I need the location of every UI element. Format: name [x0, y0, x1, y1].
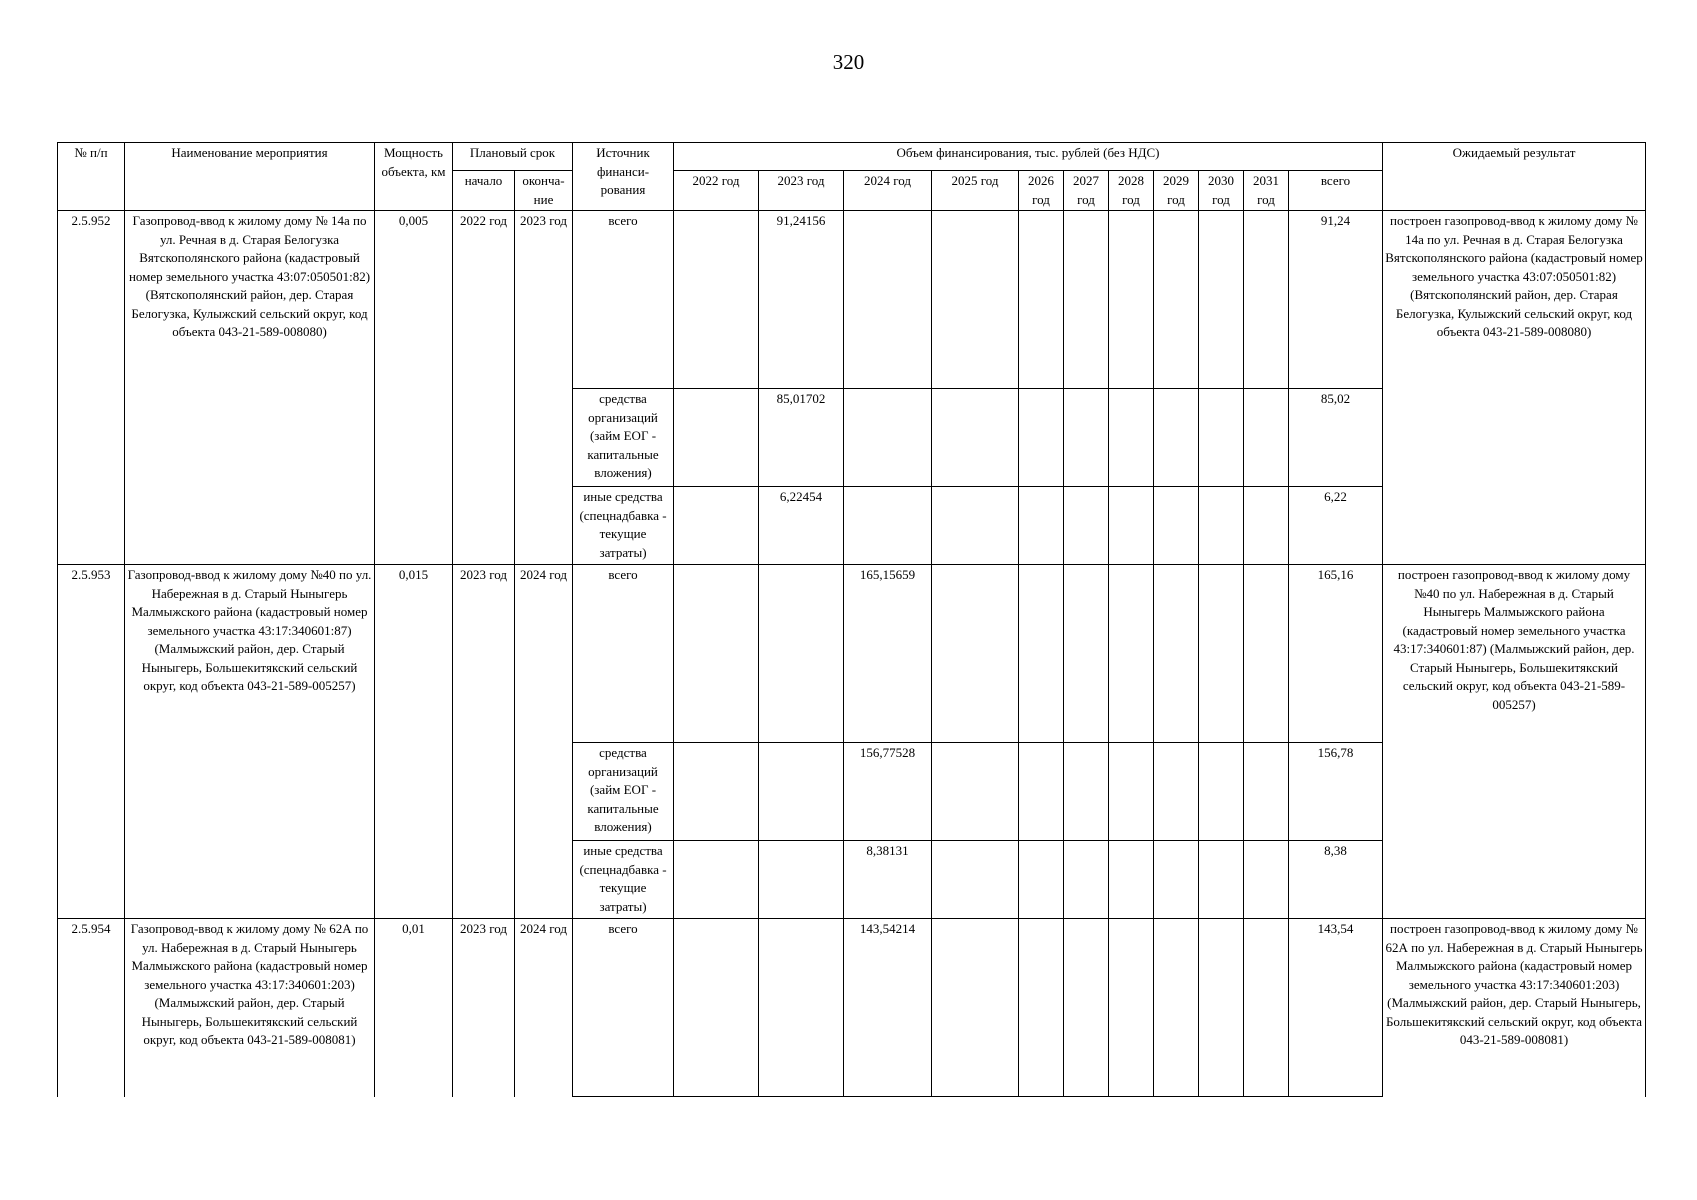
row-end: 2023 год — [515, 211, 573, 565]
value-cell — [1064, 565, 1109, 743]
header-start: начало — [453, 171, 515, 211]
total-cell: 165,16 — [1289, 565, 1383, 743]
table-row — [58, 211, 1646, 389]
value-cell — [1109, 919, 1154, 1097]
value-cell — [932, 487, 1019, 565]
row-end: 2024 год — [515, 565, 573, 919]
value-cell — [1064, 919, 1109, 1097]
table-row — [58, 919, 1646, 1097]
row-name: Газопровод-ввод к жилому дому №40 по ул. Набережная в д. Старый Ныныгерь Малмыжского района (кадастровый номер земельного участка 43:17:340601:87) (Малмыжский район, дер. Старый Ныныгерь, Большекитякский сельский округ, код объекта 043-21-589-005257) — [125, 565, 375, 919]
value-cell: 165,15659 — [844, 565, 932, 743]
value-cell — [932, 211, 1019, 389]
row-capacity: 0,015 — [375, 565, 453, 919]
total-cell: 156,78 — [1289, 743, 1383, 841]
header-year: 2027 год — [1064, 171, 1109, 211]
value-cell — [1154, 743, 1199, 841]
value-cell — [1244, 565, 1289, 743]
value-cell — [759, 743, 844, 841]
value-cell — [932, 565, 1019, 743]
value-cell — [932, 389, 1019, 487]
value-cell — [674, 743, 759, 841]
value-cell — [674, 841, 759, 919]
source-label: иные средства (спецнадбавка - текущие затраты) — [573, 487, 674, 565]
value-cell — [1109, 487, 1154, 565]
value-cell — [1244, 211, 1289, 389]
value-cell — [1244, 389, 1289, 487]
value-cell — [1109, 743, 1154, 841]
row-num: 2.5.953 — [58, 565, 125, 919]
value-cell — [759, 565, 844, 743]
value-cell — [1244, 841, 1289, 919]
header-num: № п/п — [58, 143, 125, 211]
value-cell — [1109, 841, 1154, 919]
value-cell — [1244, 487, 1289, 565]
header-year: 2022 год — [674, 171, 759, 211]
value-cell — [1064, 211, 1109, 389]
page-number: 320 — [832, 50, 865, 74]
row-start: 2022 год — [453, 211, 515, 565]
value-cell: 91,24156 — [759, 211, 844, 389]
value-cell — [1019, 487, 1064, 565]
value-cell — [674, 487, 759, 565]
value-cell — [1244, 743, 1289, 841]
value-cell — [1019, 389, 1064, 487]
total-cell: 143,54 — [1289, 919, 1383, 1097]
row-capacity: 0,01 — [375, 919, 453, 1097]
value-cell — [844, 211, 932, 389]
row-name: Газопровод-ввод к жилому дому № 62А по ул. Набережная в д. Старый Ныныгерь Малмыжского района (кадастровый номер земельного участка 43:17:340601:203) (Малмыжский район, дер. Старый Ныныгерь, Большекитякский сельский округ, код объекта 043-21-589-008081) — [125, 919, 375, 1097]
row-capacity: 0,005 — [375, 211, 453, 565]
value-cell: 8,38131 — [844, 841, 932, 919]
total-cell: 91,24 — [1289, 211, 1383, 389]
value-cell — [1019, 919, 1064, 1097]
value-cell: 85,01702 — [759, 389, 844, 487]
header-capacity: Мощность объекта, км — [375, 143, 453, 211]
row-start: 2023 год — [453, 919, 515, 1097]
value-cell — [1154, 389, 1199, 487]
value-cell — [759, 841, 844, 919]
row-name: Газопровод-ввод к жилому дому № 14а по ул. Речная в д. Старая Белогузка Вятскополянского района (кадастровый номер земельного участка 43:07:050501:82) (Вятскополянский район, дер. Старая Белогузка, Кулыжский сельский округ, код объекта 043-21-589-008080) — [125, 211, 375, 565]
source-label: иные средства (спецнадбавка - текущие затраты) — [573, 841, 674, 919]
value-cell — [1199, 487, 1244, 565]
header-year: 2028 год — [1109, 171, 1154, 211]
value-cell — [1019, 743, 1064, 841]
header-year: 2026 год — [1019, 171, 1064, 211]
value-cell: 143,54214 — [844, 919, 932, 1097]
row-start: 2023 год — [453, 565, 515, 919]
value-cell — [1109, 565, 1154, 743]
header-year: 2029 год — [1154, 171, 1199, 211]
row-end: 2024 год — [515, 919, 573, 1097]
value-cell — [1199, 389, 1244, 487]
value-cell — [674, 389, 759, 487]
header-result: Ожидаемый результат — [1383, 143, 1646, 211]
value-cell — [1154, 211, 1199, 389]
row-result: построен газопровод-ввод к жилому дому № 14а по ул. Речная в д. Старая Белогузка Вятскополянского района (кадастровый номер земельного участка 43:07:050501:82) (Вятскополянский район, дер. Старая Белогузка, Кулыжский сельский округ, код объекта 043-21-589-008080) — [1383, 211, 1646, 565]
source-label: средства организаций (займ ЕОГ - капитальные вложения) — [573, 389, 674, 487]
header-year: 2030 год — [1199, 171, 1244, 211]
value-cell — [1019, 211, 1064, 389]
header-year: 2025 год — [932, 171, 1019, 211]
value-cell — [1199, 919, 1244, 1097]
value-cell — [674, 919, 759, 1097]
header-year: 2024 год — [844, 171, 932, 211]
value-cell — [1064, 389, 1109, 487]
header-end: оконча-ние — [515, 171, 573, 211]
total-cell: 6,22 — [1289, 487, 1383, 565]
value-cell — [1064, 841, 1109, 919]
source-label: всего — [573, 919, 674, 1097]
value-cell — [844, 487, 932, 565]
header-name: Наименование мероприятия — [125, 143, 375, 211]
value-cell: 156,77528 — [844, 743, 932, 841]
value-cell — [1244, 919, 1289, 1097]
value-cell — [1154, 565, 1199, 743]
financing-table — [57, 142, 1646, 1097]
value-cell — [1199, 565, 1244, 743]
value-cell — [932, 919, 1019, 1097]
value-cell: 6,22454 — [759, 487, 844, 565]
value-cell — [932, 743, 1019, 841]
value-cell — [1154, 841, 1199, 919]
header-financing: Объем финансирования, тыс. рублей (без НДС) — [674, 143, 1383, 171]
value-cell — [1019, 841, 1064, 919]
source-label: всего — [573, 565, 674, 743]
table-row — [58, 565, 1646, 743]
value-cell — [759, 919, 844, 1097]
value-cell — [1109, 211, 1154, 389]
value-cell — [932, 841, 1019, 919]
value-cell — [1199, 841, 1244, 919]
value-cell — [1199, 211, 1244, 389]
source-label: средства организаций (займ ЕОГ - капитальные вложения) — [573, 743, 674, 841]
value-cell — [1199, 743, 1244, 841]
total-cell: 8,38 — [1289, 841, 1383, 919]
row-num: 2.5.954 — [58, 919, 125, 1097]
row-num: 2.5.952 — [58, 211, 125, 565]
total-cell: 85,02 — [1289, 389, 1383, 487]
header-total: всего — [1289, 171, 1383, 211]
header-plan-term: Плановый срок — [453, 143, 573, 171]
value-cell — [1064, 743, 1109, 841]
value-cell — [1109, 389, 1154, 487]
header-year: 2031 год — [1244, 171, 1289, 211]
row-result: построен газопровод-ввод к жилому дому №40 по ул. Набережная в д. Старый Ныныгерь Малмыжского района (кадастровый номер земельного участка 43:17:340601:87) (Малмыжский район, дер. Старый Ныныгерь, Большекитякский сельский округ, код объекта 043-21-589-005257) — [1383, 565, 1646, 919]
value-cell — [674, 565, 759, 743]
value-cell — [844, 389, 932, 487]
value-cell — [1154, 487, 1199, 565]
value-cell — [674, 211, 759, 389]
value-cell — [1154, 919, 1199, 1097]
value-cell — [1064, 487, 1109, 565]
row-result: построен газопровод-ввод к жилому дому № 62А по ул. Набережная в д. Старый Ныныгерь Малмыжского района (кадастровый номер земельного участка 43:17:340601:203) (Малмыжский район, дер. Старый Ныныгерь, Большекитякский сельский округ, код объекта 043-21-589-008081) — [1383, 919, 1646, 1097]
source-label: всего — [573, 211, 674, 389]
header-year: 2023 год — [759, 171, 844, 211]
header-source: Источник финанси-рования — [573, 143, 674, 211]
value-cell — [1019, 565, 1064, 743]
